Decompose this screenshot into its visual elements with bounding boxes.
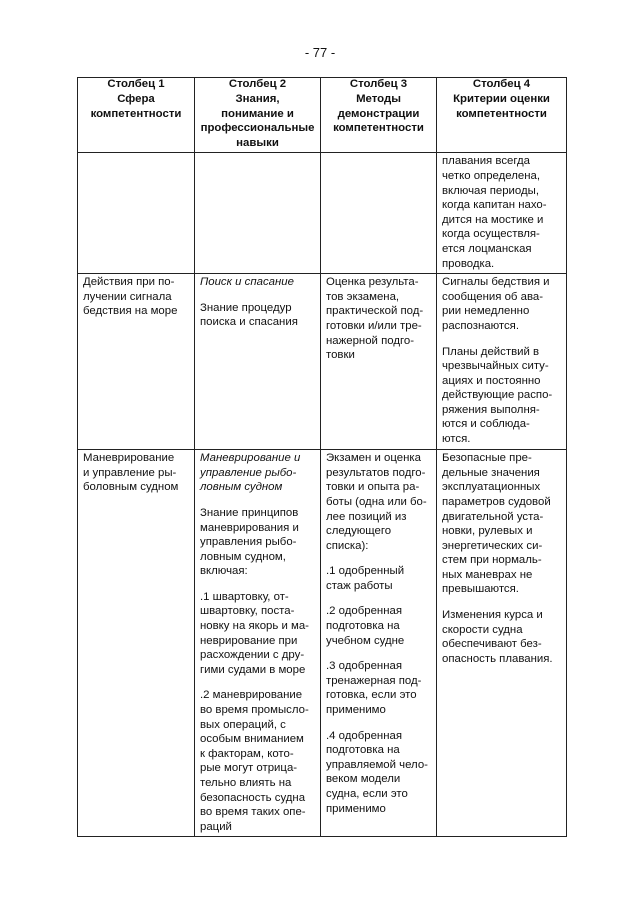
cell-text-line: бедствия на море (83, 305, 178, 318)
cell-text-line: товки и опыта ра- (326, 481, 420, 494)
cell-text-line: подготовка на (326, 620, 400, 633)
header-line: понимание и (221, 107, 294, 120)
cell-text-line: результатов подго- (326, 466, 426, 479)
cell-text-line: тренажерная под- (326, 674, 422, 687)
header-line: Знания, (235, 93, 280, 105)
cell-text-line: стаж работы (326, 579, 393, 592)
column-number: Столбец 4 (437, 78, 567, 92)
cell-text-line: проводка. (442, 257, 495, 270)
cell-text-line: четко определена, (442, 169, 541, 182)
table-row-continuation (78, 153, 567, 274)
paragraph-gap (200, 579, 315, 590)
cell-text-line: превышаются. (442, 583, 519, 596)
table-cell (321, 153, 437, 274)
cell-text-line: во время промысло- (200, 704, 309, 717)
table-cell (195, 450, 321, 837)
paragraph-gap (200, 495, 315, 506)
cell-text-line: готовка, если это (326, 689, 417, 702)
header-line: Критерии оценки (453, 93, 550, 105)
column-number: Столбец 3 (321, 78, 437, 92)
cell-heading-line: Поиск и спасание (200, 276, 294, 289)
column-header (437, 91, 567, 153)
cell-text-line: во время таких опе- (200, 806, 306, 819)
cell-text-line: параметров судовой (442, 495, 551, 508)
paragraph-gap (326, 718, 431, 729)
cell-text-line: швартовку, поста- (200, 605, 295, 618)
cell-text-line: Действия при по- (83, 276, 175, 289)
cell-heading-line: Маневрирование и (200, 452, 301, 465)
cell-text-line: Сигналы бедствия и (442, 276, 550, 289)
cell-text-line: новки, рулевых и (442, 525, 533, 538)
cell-heading-line: ловным судном (200, 481, 283, 494)
paragraph-gap (442, 334, 561, 345)
cell-text-line: действующие распо- (442, 389, 553, 402)
cell-text-line: вых операций, с (200, 718, 286, 731)
cell-text-line: скорости судна (442, 623, 523, 636)
table-cell (437, 153, 567, 274)
cell-text-line: .1 швартовку, от- (200, 590, 289, 603)
cell-text-line: особым вниманием (200, 733, 304, 746)
header-line: компетентности (333, 122, 424, 135)
cell-text-line: товки (326, 349, 355, 362)
cell-text-line: включая периоды, (442, 184, 539, 197)
cell-text-line: когда капитан нахо- (442, 199, 547, 212)
table-cell (437, 450, 567, 837)
cell-text-line: ряжения выполня- (442, 403, 540, 416)
cell-text-line: практической под- (326, 305, 424, 318)
paragraph-gap (200, 290, 315, 301)
column-number: Столбец 1 (78, 78, 195, 92)
cell-text-line: и управление ры- (83, 466, 177, 479)
cell-text-line: ных маневрах не (442, 568, 533, 581)
cell-text-line: маневрирования и (200, 521, 299, 534)
cell-text-line: включая: (200, 565, 248, 578)
cell-text-line: применимо (326, 802, 386, 815)
cell-text-line: следующего (326, 525, 392, 538)
cell-heading-line: управление рыбо- (200, 466, 297, 479)
cell-text-line: безопасность судна (200, 791, 306, 804)
table-cell (78, 274, 195, 450)
cell-text-line: неврирование при (200, 634, 298, 647)
column-header (78, 91, 195, 153)
paragraph-gap (326, 593, 431, 604)
cell-text-line: ациях и постоянно (442, 374, 541, 387)
cell-text-line: дельные значения (442, 466, 540, 479)
cell-text-line: Оценка результа- (326, 276, 419, 289)
cell-text-line: учебном судне (326, 634, 405, 647)
cell-text-line: управления рыбо- (200, 536, 297, 549)
cell-text-line: ется лоцманская (442, 242, 532, 255)
cell-text-line: подготовка на (326, 744, 400, 757)
cell-text-line: лучении сигнала (83, 290, 172, 303)
cell-text-line: рые могут отрица- (200, 762, 298, 775)
paragraph-gap (442, 597, 561, 608)
cell-text-line: судна, если это (326, 788, 408, 800)
cell-text-line: стем при нормаль- (442, 554, 542, 567)
cell-text-line: боты (одна или бо- (326, 495, 427, 508)
cell-text-line: .4 одобренная (326, 729, 403, 742)
cell-text-line: рии немедленно (442, 305, 530, 318)
paragraph-gap (326, 648, 431, 659)
cell-text-line: гими судами в море (200, 663, 306, 676)
column-header-row (78, 91, 567, 153)
cell-text-line: нажерной подго- (326, 334, 414, 347)
cell-text-line: Изменения курса и (442, 609, 543, 622)
cell-text-line: обеспечивают без- (442, 638, 542, 651)
cell-text-line: .1 одобренный (326, 565, 405, 578)
cell-text-line: поиска и спасания (200, 316, 298, 329)
header-line: компетентности (456, 107, 547, 120)
header-line: компетентности (90, 107, 182, 120)
column-header (321, 91, 437, 153)
table-cell (78, 153, 195, 274)
cell-text-line: к факторам, кото- (200, 747, 294, 760)
cell-text-line: лее позиций из (326, 510, 407, 523)
cell-text-line: боловным судном (83, 481, 179, 494)
cell-text-line: когда осуществля- (442, 228, 540, 241)
cell-text-line: веком модели (326, 773, 401, 786)
cell-text-line: .3 одобренная (326, 660, 403, 673)
header-line: Сфера (117, 93, 155, 105)
header-line: демонстрации (337, 107, 420, 120)
cell-text-line: .2 одобренная (326, 605, 403, 618)
cell-text-line: Планы действий в (442, 345, 540, 358)
cell-text-line: управляемой чело- (326, 758, 428, 771)
table-row-maneuvering (78, 450, 567, 837)
cell-text-line: дится на мостике и (442, 213, 544, 226)
table-cell (78, 450, 195, 837)
cell-text-line: ловным судном, (200, 550, 286, 563)
cell-text-line: списка): (326, 539, 369, 552)
cell-text-line: .2 маневрирование (200, 689, 303, 702)
table-cell (321, 274, 437, 450)
paragraph-gap (200, 677, 315, 688)
cell-text-line: чрезвычайных ситу- (442, 360, 549, 373)
cell-text-line: Знание процедур (200, 301, 292, 314)
table-cell (195, 153, 321, 274)
cell-text-line: распознаются. (442, 319, 519, 332)
table-cell (437, 274, 567, 450)
column-number-row (78, 78, 567, 92)
cell-text-line: энергетических си- (442, 539, 543, 552)
paragraph-gap (326, 553, 431, 564)
table-cell (195, 274, 321, 450)
column-header (195, 91, 321, 153)
cell-text-line: опасность плавания. (442, 652, 553, 665)
page-number: - 77 - (304, 45, 336, 60)
cell-text-line: применимо (326, 704, 386, 717)
cell-text-line: новку на якорь и ма- (200, 620, 309, 633)
cell-text-line: эксплуатационных (442, 481, 541, 494)
cell-text-line: раций (200, 820, 232, 833)
column-number: Столбец 2 (195, 78, 321, 92)
header-line: Методы (356, 93, 401, 105)
cell-text-line: сообщения об ава- (442, 290, 543, 303)
cell-text-line: ются и соблюда- (442, 418, 530, 431)
cell-text-line: ются. (442, 433, 471, 446)
cell-text-line: Маневрирование (83, 452, 175, 465)
cell-text-line: Экзамен и оценка (326, 452, 421, 465)
cell-text-line: плавания всегда (442, 155, 530, 168)
cell-text-line: готовки и/или тре- (326, 319, 422, 332)
cell-text-line: тов экзамена, (326, 290, 400, 303)
cell-text-line: расхождении с дру- (200, 649, 305, 662)
cell-text-line: тельно влиять на (200, 777, 292, 789)
table-cell (321, 450, 437, 837)
competence-table (77, 77, 567, 837)
header-line: профессиональные (200, 122, 315, 135)
cell-text-line: Безопасные пре- (442, 452, 532, 465)
table-row-search-rescue (78, 274, 567, 450)
cell-text-line: Знание принципов (200, 506, 299, 519)
header-line: навыки (236, 136, 279, 149)
cell-text-line: двигательной уста- (442, 510, 544, 523)
